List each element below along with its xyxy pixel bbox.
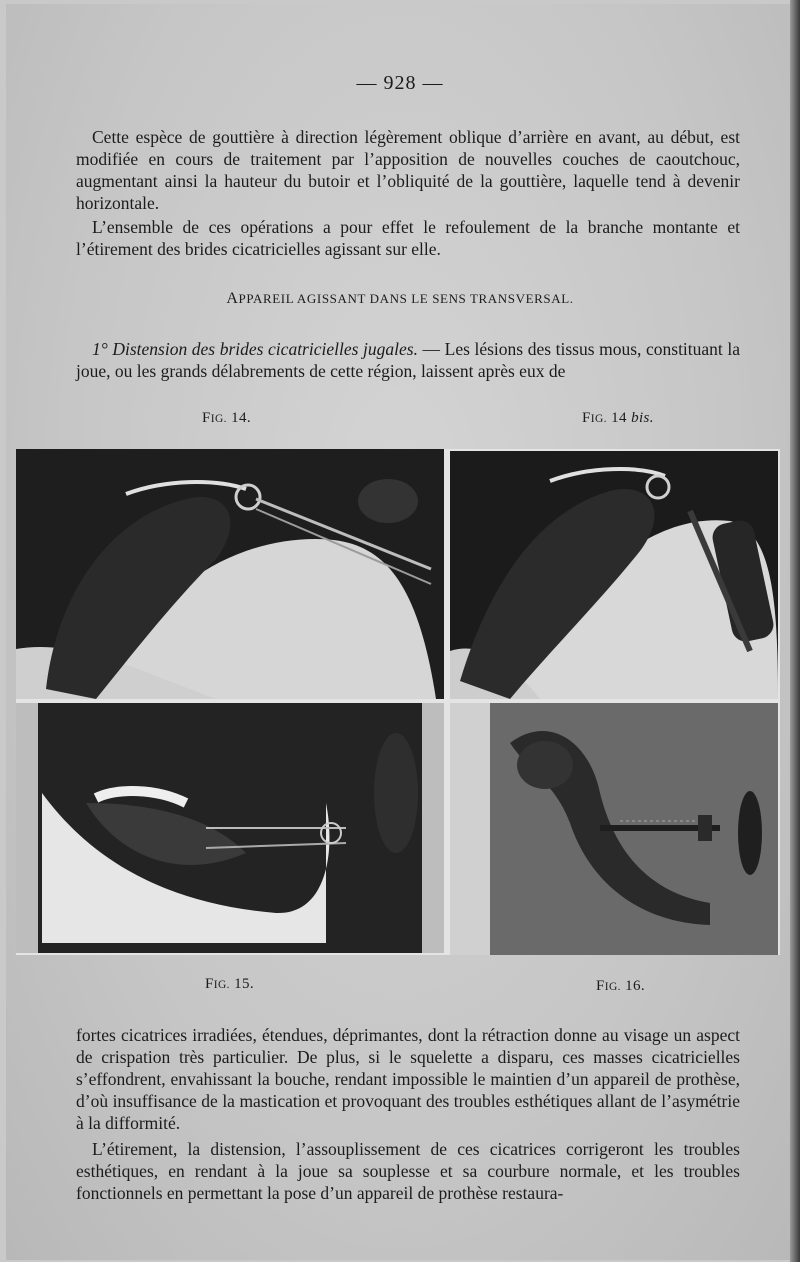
- figure-16-caption: [596, 978, 645, 995]
- paragraph-etirement-text: L’étirement, la distension, l’assouplissement de ces cicatrices corrigeront les troubles esthétiques, en rendant à la joue sa souplesse et sa courbure normale, et les troubles fonctionnels en permettant la pose d’un appareil de prothèse restaura-: [76, 1139, 740, 1203]
- paragraph-distension: [76, 338, 740, 382]
- page-edge-shadow: [790, 0, 800, 1262]
- paragraph-cicatrices: [76, 1024, 740, 1134]
- figure-plates: [16, 449, 780, 955]
- figure-15-number: 15.: [229, 976, 255, 992]
- page-number: — 928 —: [356, 72, 444, 94]
- paragraph-ensemble-text: L’ensemble de ces opérations a pour effet le refoulement de la branche montante et l’étirement des brides cicatricielles agissant sur elle.: [76, 217, 740, 259]
- section-heading-initial: A: [226, 290, 239, 307]
- figure-14bis-suffix: bis.: [631, 410, 654, 426]
- figure-15-photo: [16, 703, 444, 953]
- figure-15-prefix: F: [205, 976, 214, 992]
- figure-14bis-number: 14: [606, 410, 632, 426]
- figure-15-caption: [205, 976, 254, 993]
- figure-14-number: 14.: [226, 410, 252, 426]
- figure-14-small: IG.: [210, 413, 227, 425]
- figure-16-photo: [450, 703, 778, 955]
- figure-14bis-photo: [450, 451, 778, 699]
- figure-14-caption: [202, 410, 251, 427]
- figure-16-prefix: F: [596, 978, 605, 994]
- figure-14bis-prefix: F: [582, 410, 591, 426]
- figure-16-small: IG.: [604, 981, 621, 993]
- paragraph-gouttiere-text: Cette espèce de gouttière à direction légèrement oblique d’arrière en avant, au début, est modifiée en cours de traitement par l’apposition de nouvelles couches de caoutchouc, augmentant ainsi la hauteur du butoir et l’obliquité de la gouttière, laquelle tend à devenir horizontale.: [76, 127, 740, 213]
- paragraph-cicatrices-text: fortes cicatrices irradiées, étendues, déprimantes, dont la rétraction donne au visage un aspect de crispation très particulier. De plus, si le squelette a disparu, ces masses cicatricielles s’effondrent, envahissant la bouche, rendant impossible le maintien d’un appareil de prothèse, d’où insuffisance de la mastication et provoquant des troubles esthétiques allant de l’asymétrie à la difformité.: [76, 1025, 740, 1133]
- paragraph-gouttiere: [76, 126, 740, 214]
- figure-16-number: 16.: [620, 978, 646, 994]
- paragraph-ensemble: [76, 216, 740, 260]
- paragraph-distension-title: 1° Distension des brides cicatricielles jugales.: [92, 339, 418, 359]
- paragraph-etirement: [76, 1138, 740, 1204]
- figure-14bis-caption: [582, 410, 654, 427]
- section-heading-rest: PPAREIL AGISSANT DANS LE SENS TRANSVERSAL.: [238, 291, 574, 306]
- figure-14bis-small: IG.: [590, 413, 607, 425]
- section-heading: [0, 290, 800, 308]
- figure-15-small: IG.: [213, 979, 230, 991]
- figure-14-prefix: F: [202, 410, 211, 426]
- figure-14-photo: [16, 449, 444, 699]
- paragraph-distension-text: — Les lésions des tissus mous, constituant la joue, ou les grands délabrements de cette région, laissent après eux de: [76, 339, 740, 381]
